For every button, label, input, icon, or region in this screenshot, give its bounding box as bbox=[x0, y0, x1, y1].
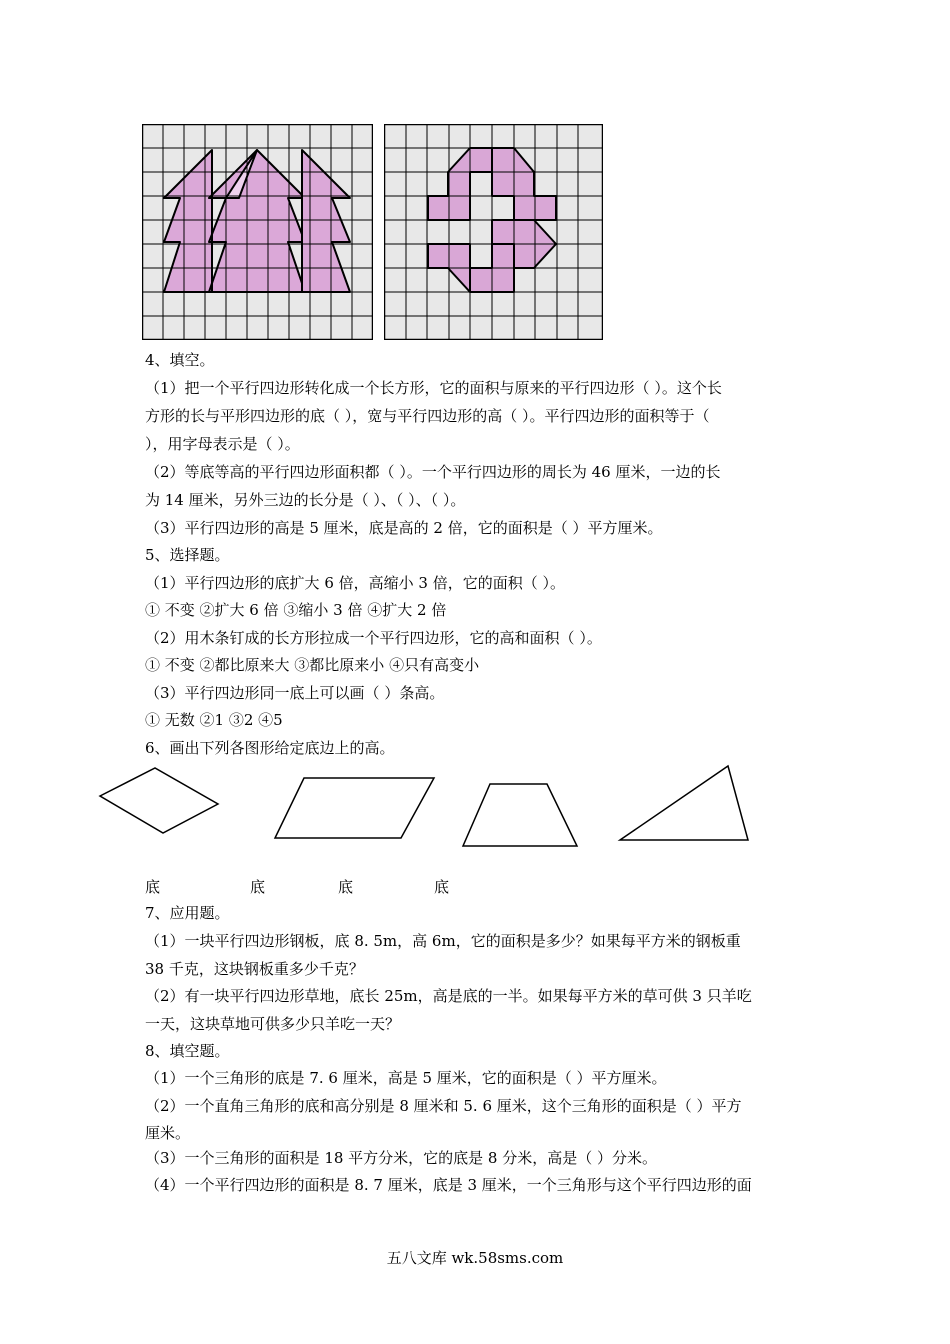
base-label-2: 底 bbox=[250, 878, 266, 896]
trapezoid-shape bbox=[463, 784, 577, 846]
base-label-1: 底 bbox=[145, 878, 161, 896]
q5-1-options: ① 不变 ②扩大 6 倍 ③缩小 3 倍 ④扩大 2 倍 bbox=[145, 601, 447, 619]
q8-3-line: （3）一个三角形的面积是 18 平方分米，它的底是 8 分米，高是（ ）分米。 bbox=[145, 1149, 658, 1167]
q4-3-line: （3）平行四边形的高是 5 厘米，底是高的 2 倍，它的面积是（ ）平方厘米。 bbox=[145, 519, 663, 537]
height-drawing-shapes bbox=[95, 760, 755, 850]
q5-3-line: （3）平行四边形同一底上可以画（ ）条高。 bbox=[145, 684, 445, 702]
page-footer: 五八文库 wk.58sms.com bbox=[386, 1249, 564, 1267]
parallelogram-shape bbox=[275, 778, 434, 838]
base-label-4: 底 bbox=[434, 878, 450, 896]
q5-1-line: （1）平行四边形的底扩大 6 倍，高缩小 3 倍，它的面积（ ）。 bbox=[145, 574, 565, 592]
q7-2-line-2: 一天，这块草地可供多少只羊吃一天？ bbox=[145, 1015, 401, 1033]
q5-2-line: （2）用木条钉成的长方形拉成一个平行四边形，它的高和面积（ ）。 bbox=[145, 629, 602, 647]
q7-1-line-2: 38 千克，这块钢板重多少千克？ bbox=[145, 960, 364, 978]
q4-1-line-3: ），用字母表示是（ ）。 bbox=[145, 435, 300, 453]
q8-2-line-1: （2）一个直角三角形的底和高分别是 8 厘米和 5. 6 厘米，这个三角形的面积是（ ）平方 bbox=[145, 1097, 742, 1115]
q4-1-line-1: （1）把一个平行四边形转化成一个长方形，它的面积与原来的平行四边形（ ）。这个长 bbox=[145, 379, 722, 397]
section-8-title: 8、填空题。 bbox=[145, 1042, 230, 1060]
q4-2-line-1: （2）等底等高的平行四边形面积都（ ）。一个平行四边形的周长为 46 厘米，一边的长 bbox=[145, 463, 721, 481]
rhombus-shape bbox=[100, 768, 218, 833]
q4-1-line-2: 方形的长与平形四边形的底（ ），宽与平行四边形的高（ ）。平行四边形的面积等于（ bbox=[145, 407, 710, 425]
tree-shapes bbox=[164, 150, 350, 292]
q8-2-line-2: 厘米。 bbox=[145, 1124, 191, 1142]
q8-4-line: （4）一个平行四边形的面积是 8. 7 厘米，底是 3 厘米，一个三角形与这个平行四边形的面 bbox=[145, 1176, 752, 1194]
q5-3-options: ① 无数 ②1 ③2 ④5 bbox=[145, 711, 283, 729]
section-6-title: 6、画出下列各图形给定底边上的高。 bbox=[145, 739, 395, 757]
q7-2-line-1: （2）有一块平行四边形草地，底长 25m，高是底的一半。如果每平方米的草可供 3 只羊吃 bbox=[145, 987, 752, 1005]
q7-1-line-1: （1）一块平行四边形钢板，底 8. 5m，高 6m，它的面积是多少？如果每平方米的钢板重 bbox=[145, 932, 741, 950]
q5-2-options: ① 不变 ②都比原来大 ③都比原来小 ④只有高变小 bbox=[145, 656, 480, 674]
q4-2-line-2: 为 14 厘米，另外三边的长分是（ ）、（ ）、（ ）。 bbox=[145, 491, 466, 509]
section-5-title: 5、选择题。 bbox=[145, 546, 230, 564]
base-label-3: 底 bbox=[338, 878, 354, 896]
q8-1-line: （1）一个三角形的底是 7. 6 厘米，高是 5 厘米，它的面积是（ ）平方厘米。 bbox=[145, 1069, 667, 1087]
tree-grid-figure bbox=[142, 124, 373, 340]
triangle-shape bbox=[620, 766, 748, 840]
section-4-title: 4、填空。 bbox=[145, 351, 215, 369]
pinwheel-grid-figure bbox=[384, 124, 603, 340]
section-7-title: 7、应用题。 bbox=[145, 904, 230, 922]
